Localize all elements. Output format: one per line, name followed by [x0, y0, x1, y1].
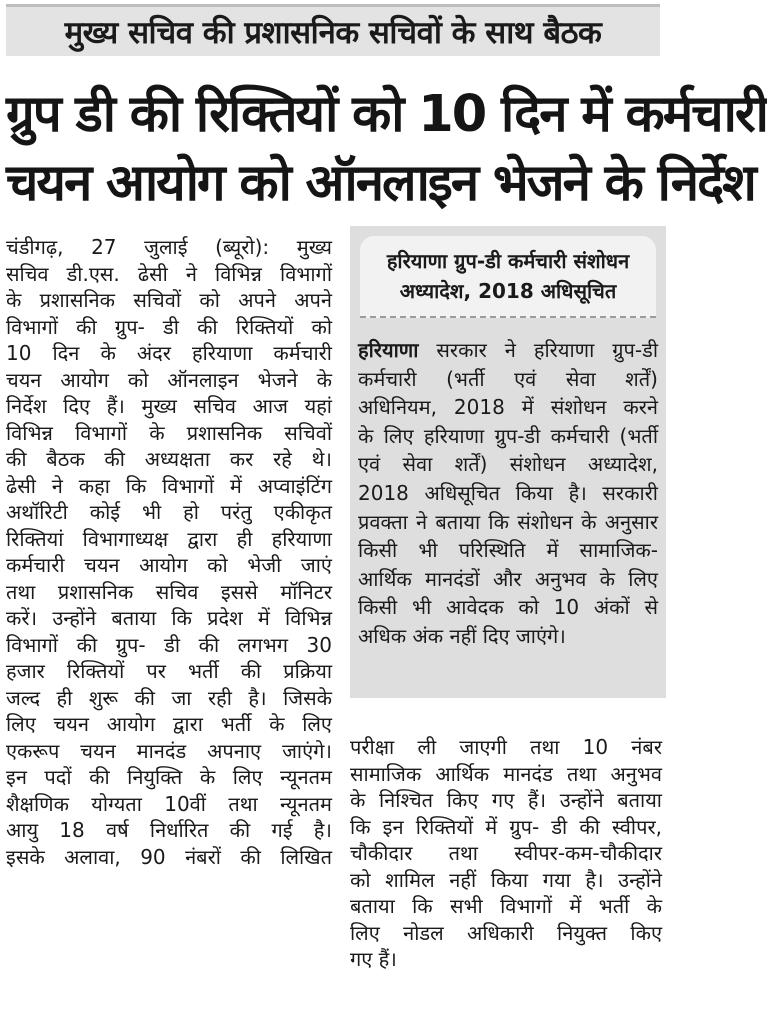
text-line: किसी भी परिस्थिति में सामाजिक- [358, 538, 658, 563]
text-line: आर्थिक मानदंडों और अनुभव के लिए [358, 566, 658, 591]
text-line: किसी भी आवेदक को 10 अंकों से [358, 595, 658, 620]
text-line: चंडीगढ़, 27 जुलाई (ब्यूरो): मुख्य [6, 235, 332, 259]
text-line: सचिव डी.एस. ढेसी ने विभिन्न विभागों [6, 261, 332, 286]
text-line: अधिक अंक नहीं दिए जाएंगे। [358, 623, 566, 648]
sidebar-first-line-rest: सरकार ने हरियाणा ग्रुप-डी [418, 338, 658, 362]
text-line: निर्देश दिए हैं। मुख्य सचिव आज यहां [6, 394, 332, 418]
sidebar-first-line [358, 336, 658, 365]
article-left-column [6, 234, 332, 870]
text-line: प्रवक्ता ने बताया कि संशोधन के अनुसार [358, 509, 658, 534]
text-line: रिक्तियां विभागाध्यक्ष द्वारा ही हरियाणा [6, 526, 332, 551]
headline-line-1: ग्रुप डी की रिक्तियों को 10 दिन में कर्मचारी [6, 85, 767, 144]
text-line: ढेसी ने कहा कि विभागों में अप्वाइंटिंग [6, 473, 332, 498]
sidebar-box [350, 226, 666, 698]
text-line: 2018 अधिसूचित किया है। सरकारी [358, 480, 658, 505]
sidebar-body [358, 336, 658, 651]
text-line: एकरूप चयन मानदंड अपनाए जाएंगे। [6, 738, 332, 763]
sidebar-title-line-2: अध्यादेश, 2018 अधिसूचित [399, 279, 617, 303]
sidebar-title-line-1: हरियाणा ग्रुप-डी कर्मचारी संशोधन [386, 249, 630, 273]
text-line: चयन आयोग को ऑनलाइन भेजने के [6, 367, 332, 392]
text-line: अधिनियम, 2018 में संशोधन करने [358, 395, 658, 420]
text-line: करें। उन्होंने बताया कि प्रदेश में विभिन्न [6, 606, 332, 630]
article-right-column [350, 734, 662, 973]
text-line: लिए चयन आयोग द्वारा भर्ती के लिए [6, 712, 332, 736]
text-line: हजार रिक्तियों पर भर्ती की प्रक्रिया [6, 659, 332, 683]
headline [6, 80, 767, 218]
sidebar-lead-word: हरियाणा [358, 338, 419, 362]
text-line: के निश्चित किए गए हैं। उन्होंने बताया [350, 788, 662, 812]
text-line: शैक्षणिक योग्यता 10वीं तथा न्यूनतम [6, 791, 332, 816]
text-line: सामाजिक आर्थिक मानदंड तथा अनुभव [350, 761, 662, 786]
kicker-text: मुख्य सचिव की प्रशासनिक सचिवों के साथ बैठक [64, 14, 602, 51]
text-line: गए हैं। [350, 947, 397, 971]
text-line: इसके अलावा, 90 नंबरों की लिखित [6, 844, 332, 869]
text-line: के लिए हरियाणा ग्रुप-डी कर्मचारी (भर्ती [358, 423, 658, 448]
kicker-banner [6, 4, 660, 56]
text-line: बताया कि सभी विभागों में भर्ती के [350, 894, 662, 918]
text-line: कर्मचारी चयन आयोग को भेजी जाएं [6, 553, 332, 577]
text-line: को शामिल नहीं किया गया है। उन्होंने [350, 867, 662, 892]
text-line: चौकीदार तथा स्वीपर-कम-चौकीदार [350, 841, 662, 865]
text-line: विभिन्न विभागों के प्रशासनिक सचिवों [6, 420, 332, 445]
text-line: 10 दिन के अंदर हरियाणा कर्मचारी [6, 341, 332, 365]
text-line: एवं सेवा शर्तें) संशोधन अध्यादेश, [358, 452, 658, 477]
text-line: कि इन रिक्तियों में ग्रुप- डी की स्वीपर, [350, 814, 662, 839]
sidebar-title [360, 236, 656, 318]
text-line: तथा प्रशासनिक सचिव इससे मॉनिटर [6, 579, 332, 604]
text-line: विभागों की ग्रुप- डी की रिक्तियों को [6, 314, 332, 339]
text-line: परीक्षा ली जाएगी तथा 10 नंबर [350, 735, 662, 759]
text-line: जल्द ही शुरू की जा रही है। जिसके [6, 685, 332, 710]
text-line: अथॉरिटी कोई भी हो परंतु एकीकृत [6, 500, 332, 524]
headline-line-2: चयन आयोग को ऑनलाइन भेजने के निर्देश [6, 154, 755, 213]
text-line: इन पदों की नियुक्ति के लिए न्यूनतम [6, 765, 332, 789]
text-line: कर्मचारी (भर्ती एवं सेवा शर्तें) [358, 366, 658, 391]
text-line: लिए नोडल अधिकारी नियुक्त किए [350, 920, 662, 945]
text-line: के प्रशासनिक सचिवों को अपने अपने [6, 288, 332, 312]
text-line: विभागों की ग्रुप- डी की लगभग 30 [6, 632, 332, 657]
text-line: आयु 18 वर्ष निर्धारित की गई है। [6, 818, 332, 842]
text-line: की बैठक की अध्यक्षता कर रहे थे। [6, 447, 332, 471]
